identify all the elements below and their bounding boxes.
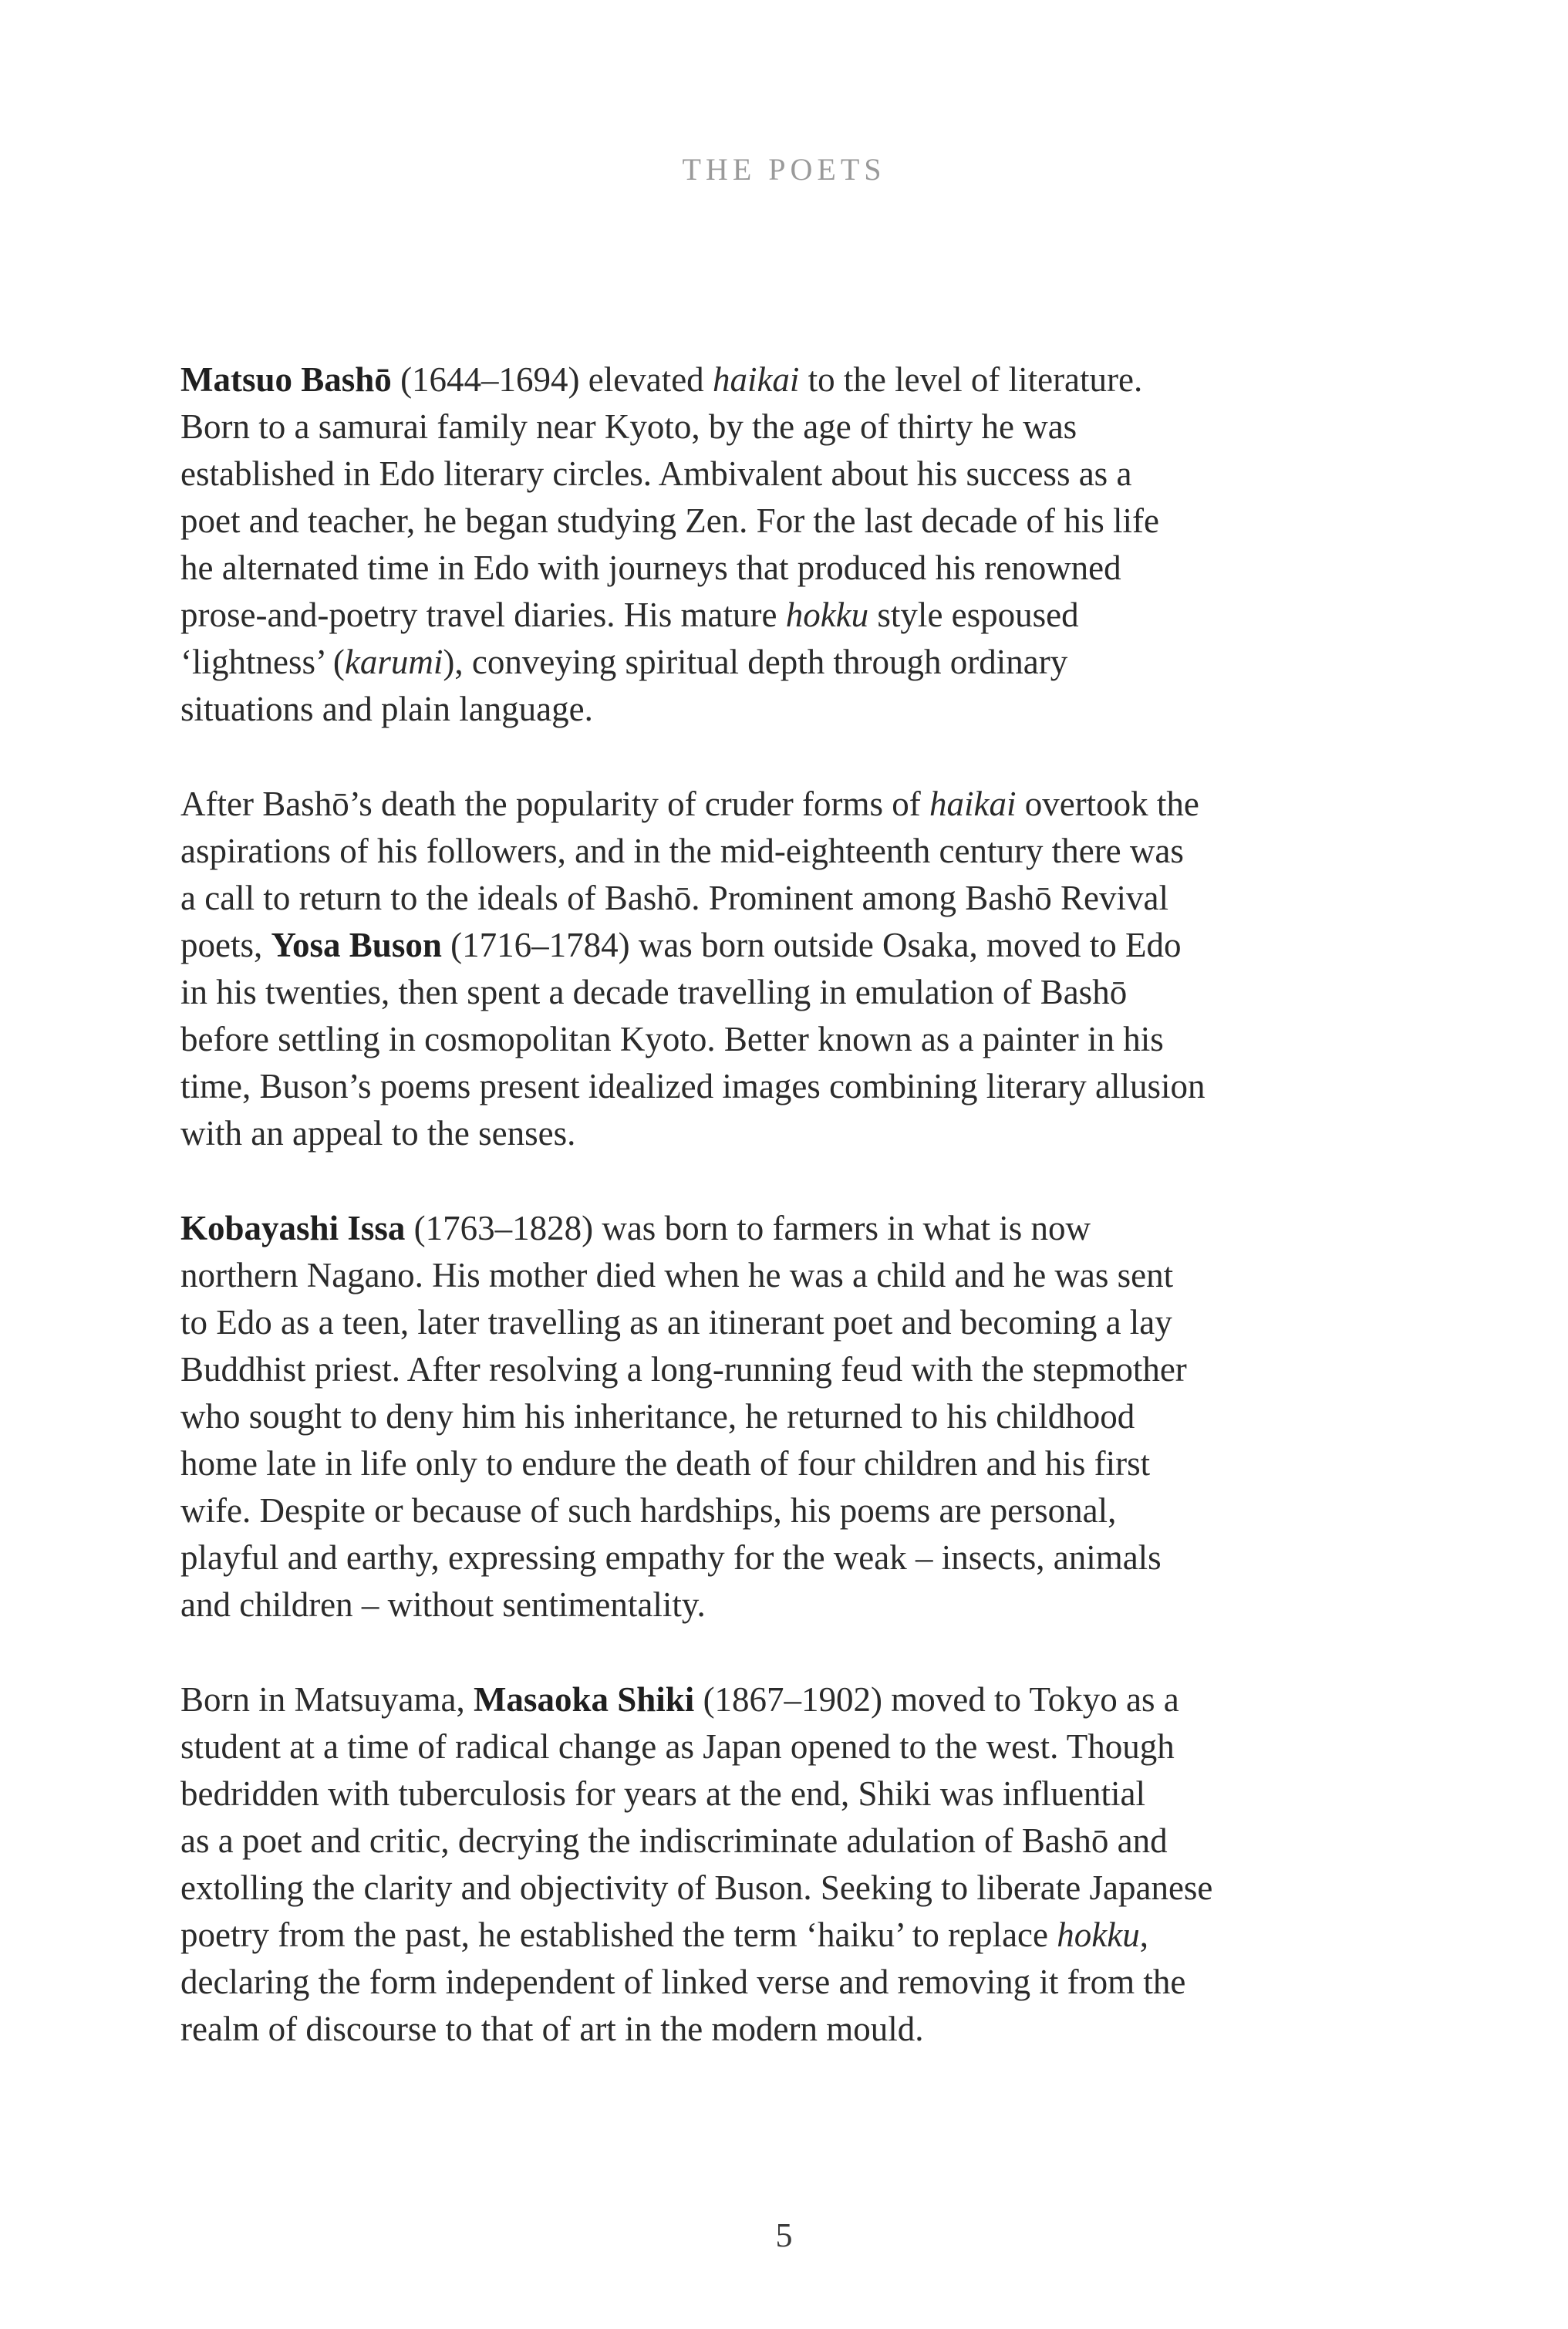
text-line bbox=[180, 1487, 1415, 1534]
text-run: (1867–1902) moved to Tokyo as a bbox=[694, 1680, 1179, 1719]
italic-term: hokku bbox=[785, 596, 869, 634]
text-run: , bbox=[1139, 1916, 1148, 1954]
text-line bbox=[180, 1299, 1415, 1346]
poet-name: Kobayashi Issa bbox=[180, 1209, 406, 1247]
text-line bbox=[180, 1063, 1415, 1110]
text-line bbox=[180, 639, 1415, 686]
text-run: who sought to deny him his inheritance, he returned to his childhood bbox=[180, 1397, 1135, 1436]
text-line bbox=[180, 2006, 1415, 2053]
paragraph bbox=[180, 1205, 1415, 1629]
text-line bbox=[180, 545, 1415, 592]
text-line bbox=[180, 1723, 1415, 1770]
text-run: ), conveying spiritual depth through ordinary bbox=[443, 643, 1068, 681]
text-line bbox=[180, 1818, 1415, 1865]
text-run: bedridden with tuberculosis for years at the end, Shiki was influential bbox=[180, 1774, 1145, 1813]
text-run: realm of discourse to that of art in the modern mould. bbox=[180, 2010, 924, 2048]
text-run: (1716–1784) was born outside Osaka, moved to Edo bbox=[441, 926, 1182, 964]
text-line bbox=[180, 498, 1415, 545]
text-run: prose-and-poetry travel diaries. His mature bbox=[180, 596, 786, 634]
italic-term: haikai bbox=[712, 360, 800, 399]
text-line bbox=[180, 828, 1415, 875]
text-line bbox=[180, 1252, 1415, 1299]
text-run: poet and teacher, he began studying Zen. For the last decade of his life bbox=[180, 501, 1160, 540]
text-run: student at a time of radical change as Japan opened to the west. Though bbox=[180, 1727, 1175, 1766]
text-run: (1763–1828) was born to farmers in what is now bbox=[405, 1209, 1091, 1247]
text-run: ‘lightness’ ( bbox=[180, 643, 345, 681]
text-line bbox=[180, 686, 1415, 733]
text-run: in his twenties, then spent a decade travelling in emulation of Bashō bbox=[180, 973, 1128, 1011]
text-line bbox=[180, 592, 1415, 639]
italic-term: haikai bbox=[929, 785, 1017, 823]
text-run: as a poet and critic, decrying the indiscriminate adulation of Bashō and bbox=[180, 1821, 1168, 1860]
text-line bbox=[180, 403, 1415, 451]
italic-term: karumi bbox=[344, 643, 443, 681]
text-line bbox=[180, 1534, 1415, 1581]
text-line bbox=[180, 969, 1415, 1016]
text-line bbox=[180, 1581, 1415, 1629]
running-head: THE POETS bbox=[682, 152, 886, 187]
text-line bbox=[180, 1959, 1415, 2006]
body-text bbox=[180, 356, 1415, 2101]
text-run: a call to return to the ideals of Bashō. Prominent among Bashō Revival bbox=[180, 879, 1168, 917]
text-run: northern Nagano. His mother died when he was a child and he was sent bbox=[180, 1256, 1174, 1294]
text-run: to Edo as a teen, later travelling as an itinerant poet and becoming a lay bbox=[180, 1303, 1172, 1342]
text-run: style espoused bbox=[868, 596, 1079, 634]
text-run: poetry from the past, he established the term ‘haiku’ to replace bbox=[180, 1916, 1057, 1954]
text-line bbox=[180, 781, 1415, 828]
text-run: he alternated time in Edo with journeys that produced his renowned bbox=[180, 548, 1121, 587]
poet-name: Masaoka Shiki bbox=[473, 1680, 695, 1719]
paragraph bbox=[180, 1676, 1415, 2053]
text-line bbox=[180, 1676, 1415, 1723]
text-line bbox=[180, 1912, 1415, 1959]
poet-name: Yosa Buson bbox=[271, 926, 442, 964]
text-run: time, Buson’s poems present idealized images combining literary allusion bbox=[180, 1067, 1206, 1105]
text-run: (1644–1694) elevated bbox=[391, 360, 713, 399]
text-run: extolling the clarity and objectivity of Buson. Seeking to liberate Japanese bbox=[180, 1868, 1213, 1907]
text-line bbox=[180, 1346, 1415, 1393]
poet-name: Matsuo Bashō bbox=[180, 360, 392, 399]
text-run: After Bashō’s death the popularity of cruder forms of bbox=[180, 785, 929, 823]
page-number: 5 bbox=[775, 2216, 793, 2254]
text-run: Born to a samurai family near Kyoto, by the age of thirty he was bbox=[180, 407, 1077, 446]
text-run: declaring the form independent of linked verse and removing it from the bbox=[180, 1963, 1186, 2001]
text-run: wife. Despite or because of such hardships, his poems are personal, bbox=[180, 1491, 1117, 1530]
paragraph bbox=[180, 356, 1415, 733]
text-run: situations and plain language. bbox=[180, 690, 593, 728]
text-run: aspirations of his followers, and in the mid-eighteenth century there was bbox=[180, 832, 1184, 870]
text-line bbox=[180, 1865, 1415, 1912]
text-line bbox=[180, 875, 1415, 922]
text-line bbox=[180, 1110, 1415, 1157]
text-line bbox=[180, 1393, 1415, 1440]
text-run: before settling in cosmopolitan Kyoto. Better known as a painter in his bbox=[180, 1020, 1164, 1058]
text-run: established in Edo literary circles. Ambivalent about his success as a bbox=[180, 454, 1132, 493]
text-line bbox=[180, 1440, 1415, 1487]
text-run: home late in life only to endure the death of four children and his first bbox=[180, 1444, 1151, 1483]
text-run: Buddhist priest. After resolving a long-running feud with the stepmother bbox=[180, 1350, 1187, 1389]
text-run: to the level of literature. bbox=[799, 360, 1143, 399]
text-line bbox=[180, 356, 1415, 403]
text-line bbox=[180, 1770, 1415, 1818]
paragraph bbox=[180, 781, 1415, 1157]
text-run: overtook the bbox=[1016, 785, 1199, 823]
text-run: with an appeal to the senses. bbox=[180, 1114, 576, 1153]
text-run: and children – without sentimentality. bbox=[180, 1585, 706, 1624]
text-line bbox=[180, 451, 1415, 498]
text-line bbox=[180, 1205, 1415, 1252]
text-run: playful and earthy, expressing empathy for the weak – insects, animals bbox=[180, 1538, 1162, 1577]
text-run: Born in Matsuyama, bbox=[180, 1680, 474, 1719]
text-run: poets, bbox=[180, 926, 271, 964]
text-line bbox=[180, 1016, 1415, 1063]
italic-term: hokku bbox=[1057, 1916, 1140, 1954]
text-line bbox=[180, 922, 1415, 969]
